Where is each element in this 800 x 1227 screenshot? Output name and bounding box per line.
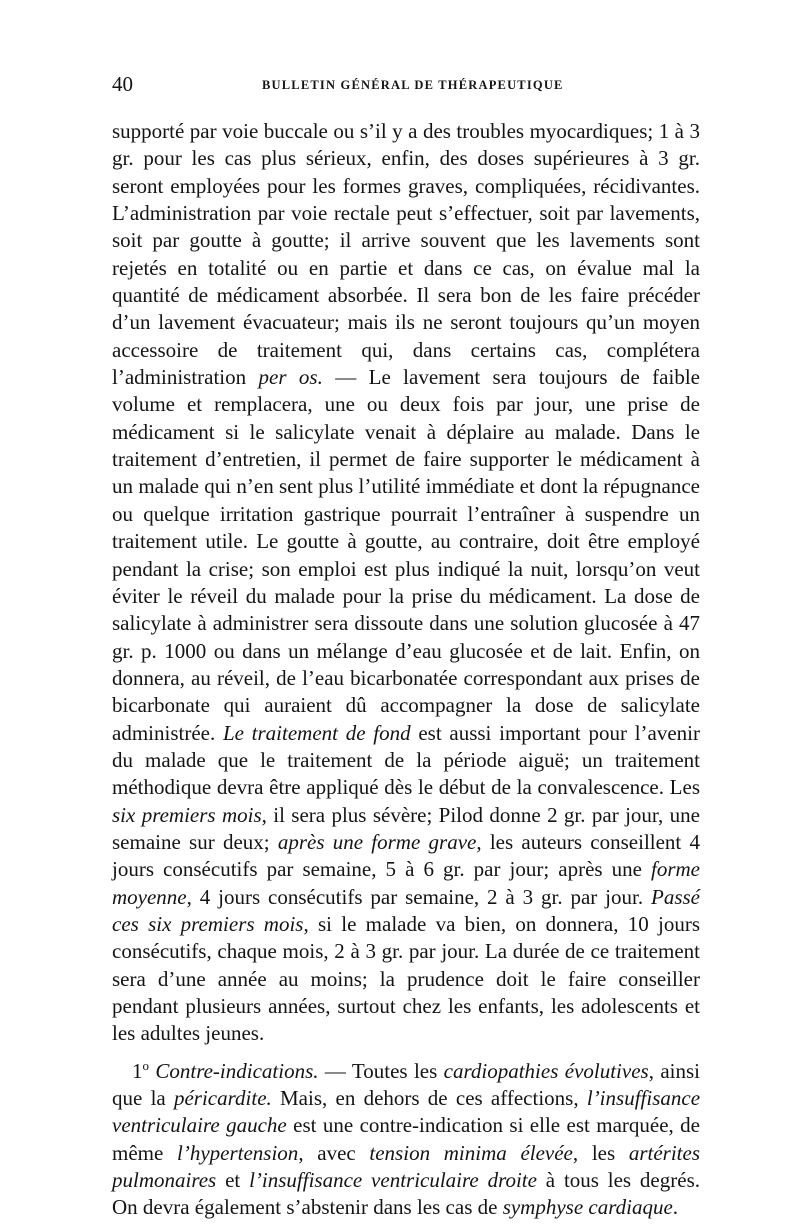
text-run: et <box>216 1168 250 1193</box>
text-run: Mais, en dehors de ces affections, <box>271 1086 587 1111</box>
journal-title: BULLETIN GÉNÉRAL DE THÉRAPEUTIQUE <box>262 78 564 92</box>
italic-run: l’insuffisance ventriculaire gauche <box>112 1086 701 1138</box>
italic-run: Passé ces six premiers mois <box>112 884 700 936</box>
italic-run: per os. <box>258 365 323 390</box>
text-run: , les <box>572 1140 629 1165</box>
italic-run: l’hypertension <box>177 1140 299 1165</box>
body-text <box>112 118 700 1222</box>
text-run: , il sera plus sévère; Pilod donne 2 gr. par jour, une semaine sur deux; <box>112 802 700 854</box>
running-head <box>112 72 692 98</box>
text-run: est aussi important pour l’avenir du malade que le traitement de la période aiguë; un traitement méthodique devra être appliqué dès le début de la convalescence. Les <box>112 720 700 800</box>
text-run: , 4 jours consécutifs par semaine, 2 à 3 gr. par jour. <box>186 884 651 909</box>
paragraph-treatment <box>112 118 700 1048</box>
italic-run: symphyse cardiaque <box>502 1195 673 1220</box>
italic-run: Le traitement de fond <box>222 720 411 745</box>
italic-run: péricardite. <box>173 1086 272 1111</box>
text-run: — Le lavement sera toujours de faible volume et remplacera, une ou deux fois par jour, une prise de médicament si le salicylate venait à déplaire au malade. Dans le traitement d’entretien, il permet de faire supporter le médicament à un malade qui n’en sent plus l’utilité immédiate et dont la répugnance ou quelque irritation gastrique pourrait l’entraîner à suspendre un traitement utile. Le goutte à goutte, au contraire, doit être employé pendant la crise; son emploi est plus indiqué la nuit, lorsqu’on veut éviter le réveil du malade pour la prise du médicament. La dose de salicylate à administrer sera dissoute dans une solution glucosée à 47 gr. p. 1000 ou dans un mélange d’eau glucosée et de lait. Enfin, on donnera, au réveil, de l’eau bicarbonatée correspondant aux prises de bicarbonate qui auraient dû accompagner la dose de salicylate administrée. <box>112 365 700 745</box>
italic-run: tension minima élevée <box>369 1140 573 1165</box>
text-run: — Toutes les <box>318 1058 444 1083</box>
italic-run: six premiers mois <box>112 802 262 827</box>
text-run: . <box>672 1195 679 1220</box>
section-number: 1 <box>132 1058 143 1083</box>
text-run: supporté par voie buccale ou s’il y a des troubles myocardiques; 1 à 3 gr. pour les cas plus sérieux, enfin, des doses supérieures à 3 gr. seront employées pour les formes graves, compliquées, récidivantes. L’administration par voie rectale peut s’effectuer, soit par lavements, soit par goutte à goutte; il arrive souvent que les lavements sont rejetés en totalité ou en partie et dans ce cas, on évalue mal la quantité de médicament absorbée. Il sera bon de les faire précéder d’un lavement évacuateur; mais ils ne seront toujours qu’un moyen accessoire de traitement qui, dans certains cas, complétera l’administration <box>112 119 700 390</box>
text-run: , avec <box>298 1140 370 1165</box>
text-run: , les auteurs conseillent 4 jours consécutifs par semaine, 5 à 6 gr. par jour; après une <box>112 829 701 882</box>
italic-run: artérites pulmonaires <box>112 1140 701 1193</box>
text-run: , si le malade va bien, on donnera, 10 jours consécutifs, chaque mois, 2 à 3 gr. par jour. La durée de ce traitement sera d’une année au moins; la prudence doit le faire conseiller pendant plusieurs années, surtout chez les enfants, les adolescents et les adultes jeunes. <box>112 911 700 1046</box>
italic-run: cardiopathies évolutives <box>443 1058 649 1083</box>
page-number: 40 <box>112 72 133 96</box>
italic-run: forme moyenne <box>112 857 700 909</box>
italic-run: l’insuffisance ventriculaire droite <box>249 1168 537 1193</box>
text-run: à tous les degrés. On devra également s’abstenir dans les cas de <box>112 1168 700 1220</box>
text-run: est une contre-indication si elle est marquée, de même <box>112 1113 700 1165</box>
ordinal-superscript: o <box>142 1057 149 1073</box>
section-heading: Contre-indications. <box>155 1058 319 1083</box>
paragraph-contre-indications <box>112 1058 700 1222</box>
text-run: , ainsi que la <box>112 1058 700 1111</box>
italic-run: après une forme grave <box>277 829 477 854</box>
